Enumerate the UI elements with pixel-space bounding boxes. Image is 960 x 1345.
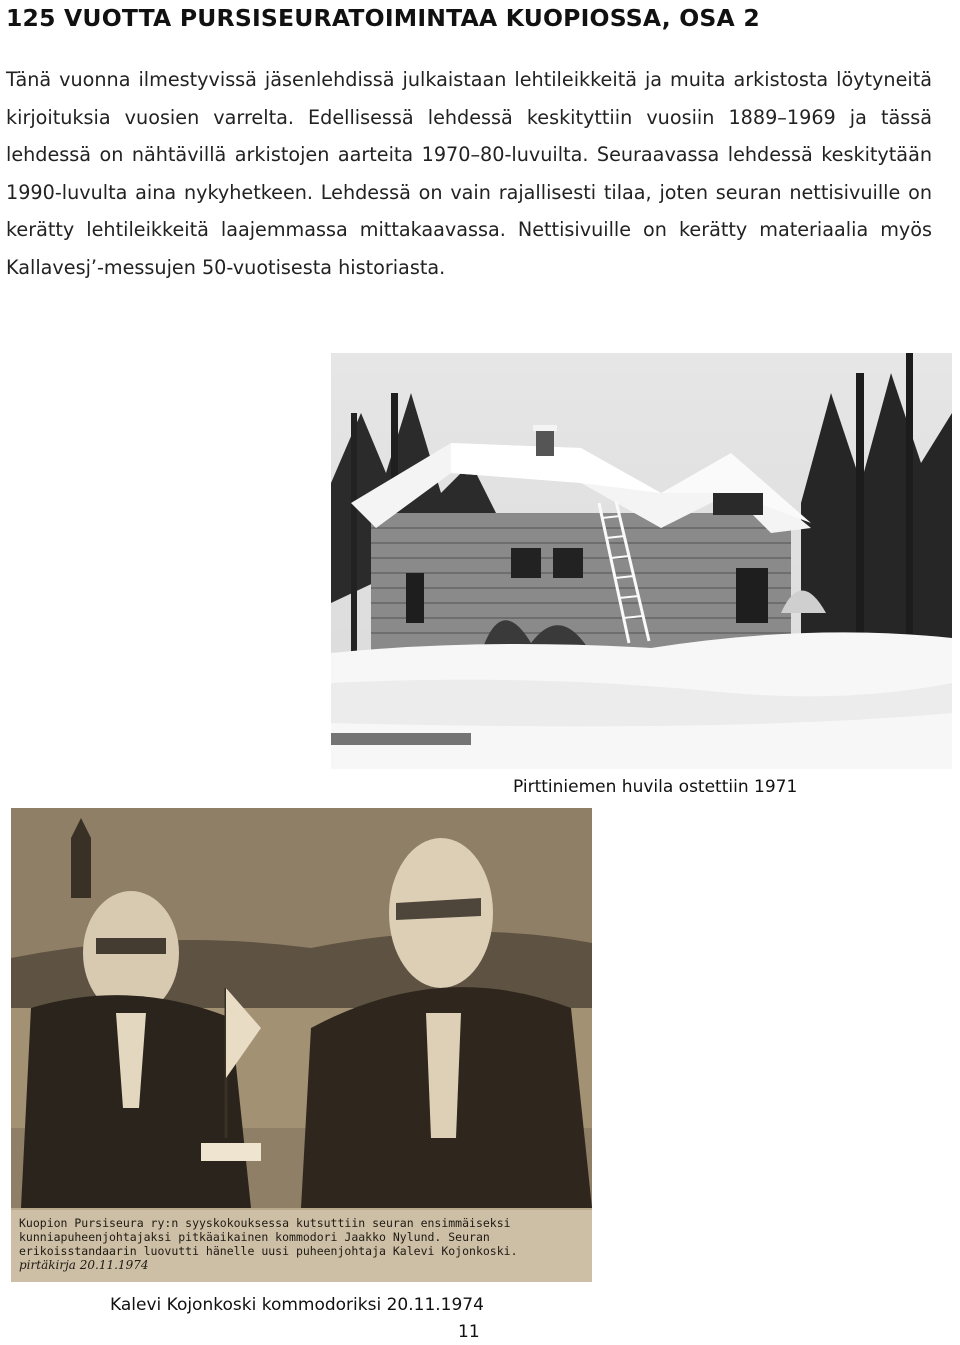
clipping-caption: Kalevi Kojonkoski kommodoriksi 20.11.1974 xyxy=(110,1295,484,1315)
clipping-photo xyxy=(11,808,592,1282)
clipping-newspaper-caption: Kuopion Pursiseura ry:n syyskokouksessa kutsuttiin seuran ensimmäiseksi kunniapuheenjohtajaksi pitkäaikainen kommodori Jaakko Nylund. Seuran erikoisstandaarin luovutti hänelle uusi puheenjohtaja Kalevi Kojonkoski. xyxy=(19,1216,518,1258)
intro-paragraph: Tänä vuonna ilmestyvissä jäsenlehdissä julkaistaan lehtileikkeitä ja muita arkistosta löytyneitä kirjoituksia vuosien varrelta. Edellisessä lehdessä keskityttiin vuosiin 1889–1969 ja tässä lehdessä on nähtävillä arkistojen aarteita 1970–80-luvuilta. Seuraavassa lehdessä keskitytään 1990-luvulta aina nykyhetkeen. Lehdessä on vain rajallisesti tilaa, joten seuran nettisivuille on kerätty lehtileikkeitä laajemmassa mittakaavassa. Nettisivuille on kerätty materiaalia myös Kallavesj’-messujen 50-vuotisesta historiasta. xyxy=(6,68,932,279)
villa-caption: Pirttiniemen huvila ostettiin 1971 xyxy=(513,777,798,797)
page-number: 11 xyxy=(458,1322,480,1342)
villa-photo xyxy=(331,353,952,769)
article-title: 125 VUOTTA PURSISEURATOIMINTAA KUOPIOSSA, OSA 2 xyxy=(6,4,760,32)
clipping-handwritten-note: pirtäkirja 20.11.1974 xyxy=(19,1258,149,1272)
